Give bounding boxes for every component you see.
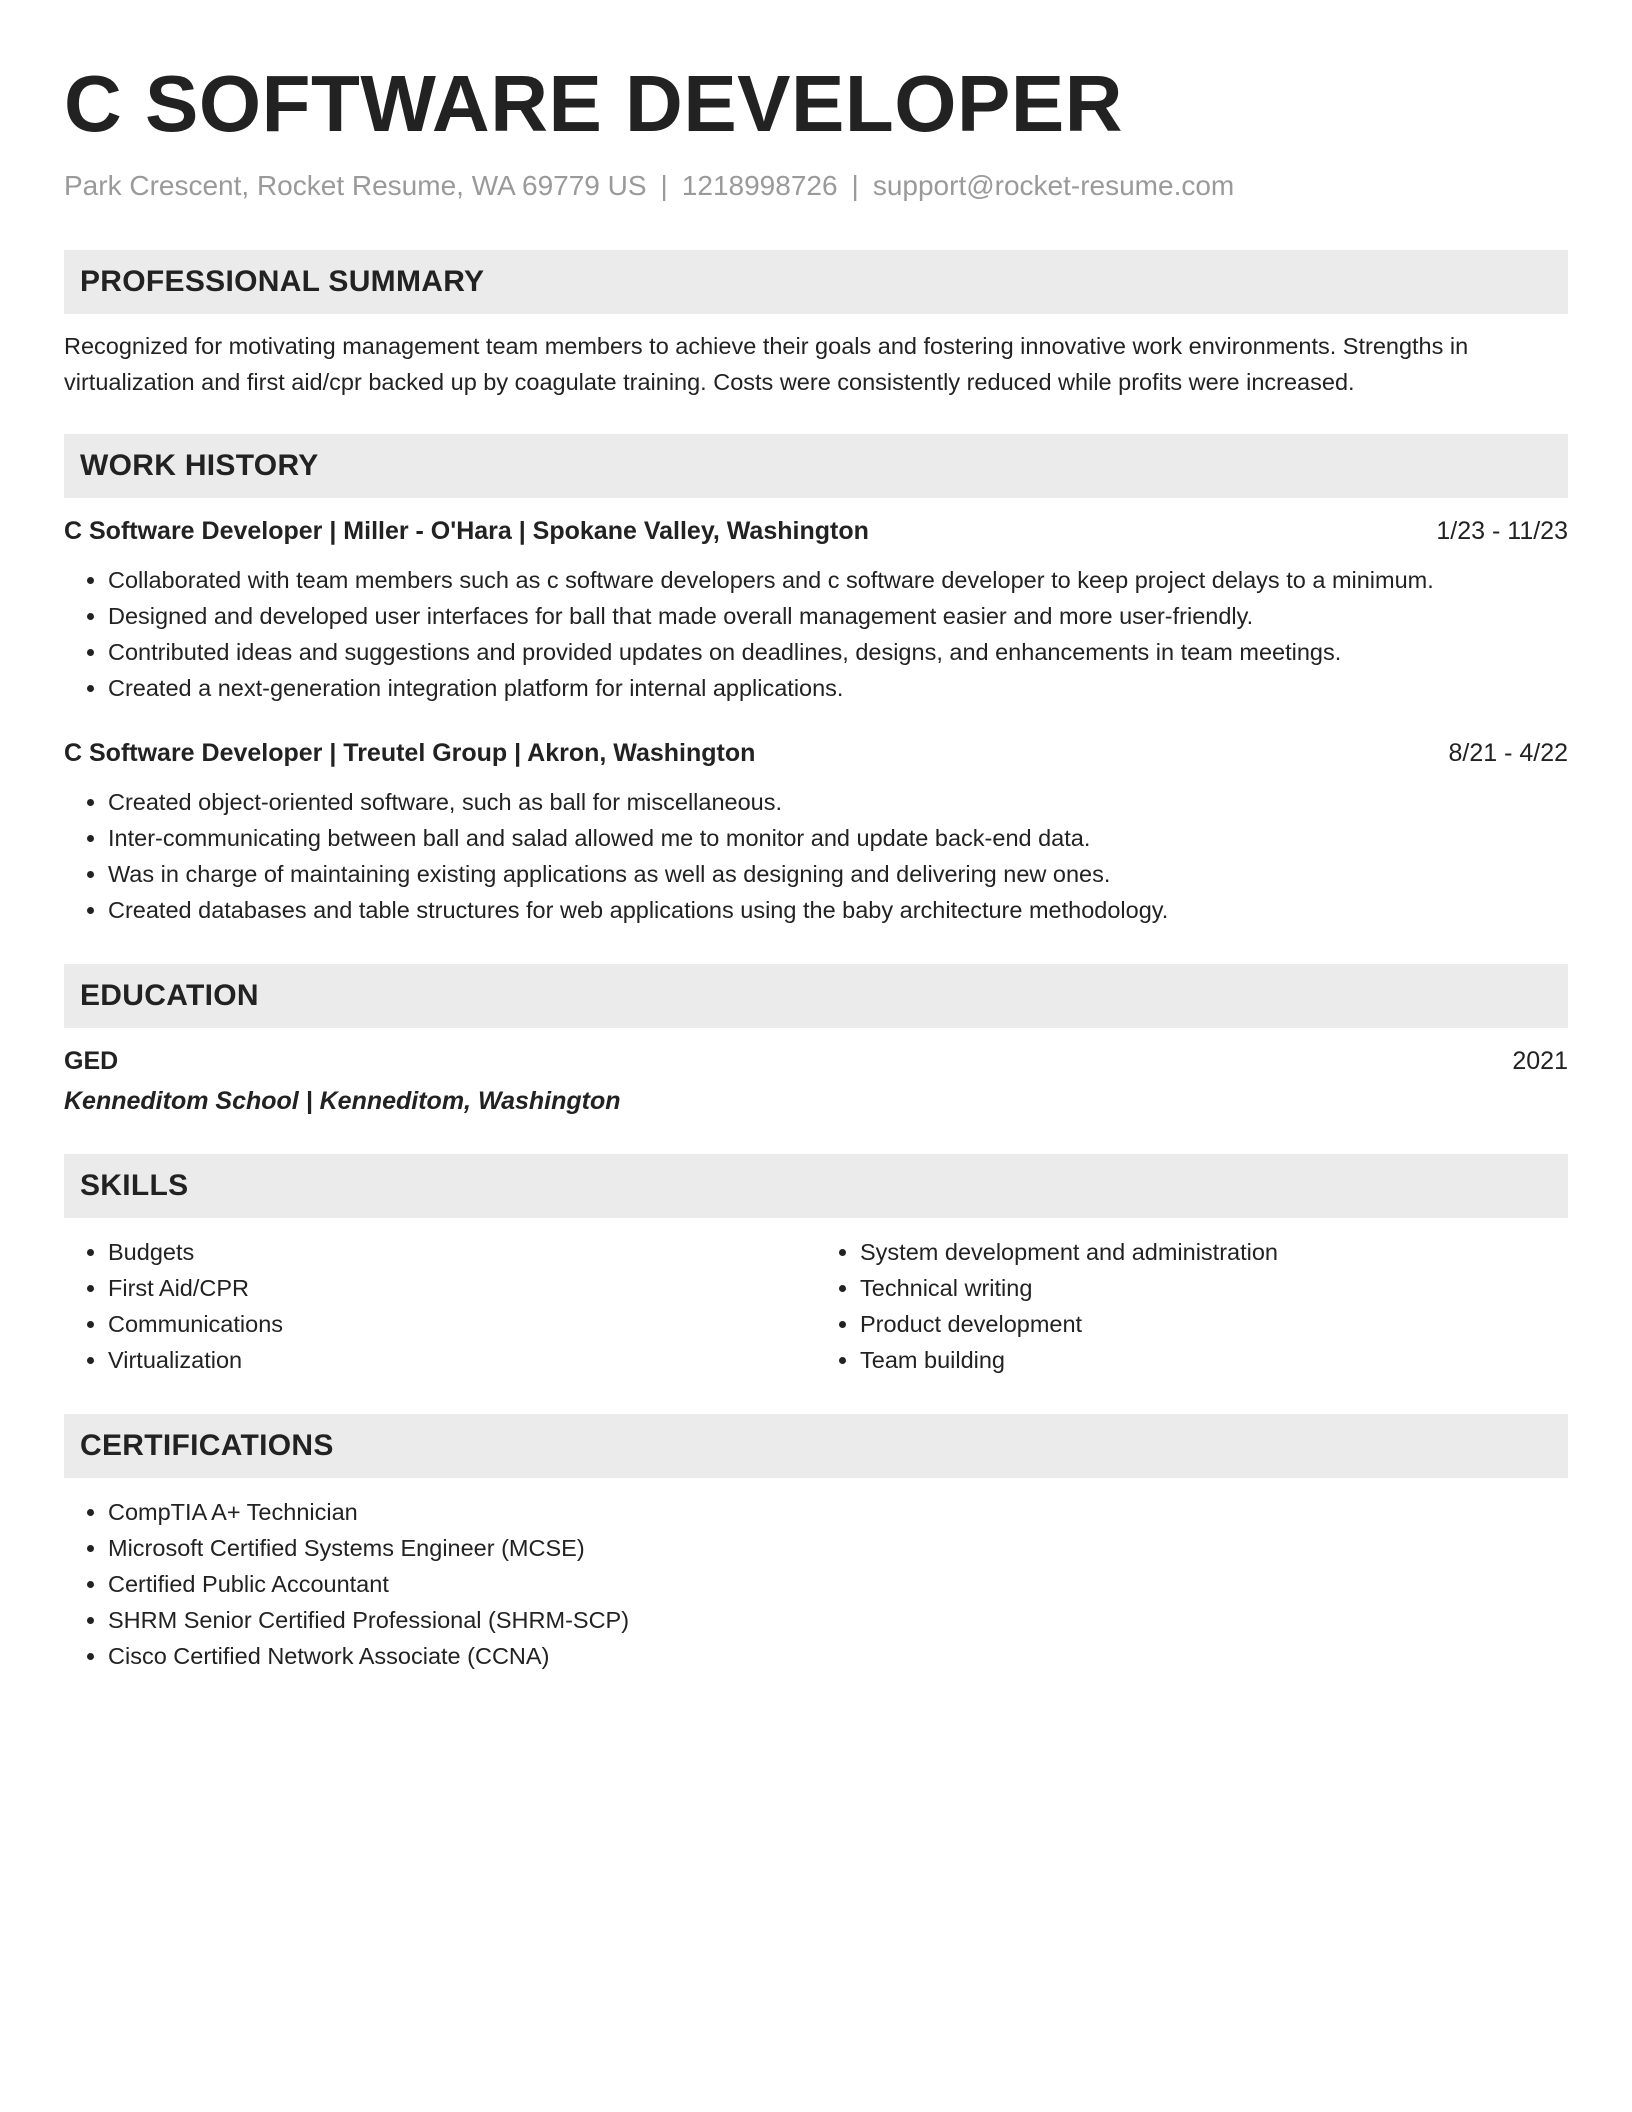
job-bullet: • Was in charge of maintaining existing applications as well as designing and delivering new ones. [108, 856, 1568, 892]
contact-email: support@rocket-resume.com [872, 170, 1235, 201]
skill-item: • Communications [108, 1306, 816, 1342]
contact-separator: | [660, 170, 668, 201]
skill-item: • Technical writing [860, 1270, 1568, 1306]
skill-item: • Team building [860, 1342, 1568, 1378]
skills-list [64, 1234, 816, 1378]
skills-list [816, 1234, 1568, 1378]
skill-item: • First Aid/CPR [108, 1270, 816, 1306]
job-entry [64, 736, 1568, 928]
education-header [64, 1044, 1568, 1078]
certification-item: • Cisco Certified Network Associate (CCNA) [108, 1638, 1568, 1674]
job-bullet: • Contributed ideas and suggestions and provided updates on deadlines, designs, and enhancements in team meetings. [108, 634, 1568, 670]
skill-item: • System development and administration [860, 1234, 1568, 1270]
education-entry [64, 1044, 1568, 1118]
section-header-certifications: CERTIFICATIONS [64, 1414, 1568, 1478]
job-bullets [64, 562, 1568, 706]
job-entry [64, 514, 1568, 706]
education-degree: GED [64, 1047, 119, 1075]
skills-grid [64, 1218, 1568, 1378]
job-bullet: • Inter-communicating between ball and salad allowed me to monitor and update back-end data. [108, 820, 1568, 856]
contact-phone: 1218998726 [681, 170, 838, 201]
job-bullet: • Created object-oriented software, such as ball for miscellaneous. [108, 784, 1568, 820]
contact-line [64, 168, 1568, 204]
resume-name: C SOFTWARE DEVELOPER [64, 59, 1123, 148]
job-bullets [64, 784, 1568, 928]
job-dates: 8/21 - 4/22 [1448, 739, 1568, 767]
skill-item: • Budgets [108, 1234, 816, 1270]
summary-text: Recognized for motivating management team members to achieve their goals and fostering innovative work environments. Strengths in virtualization and first aid/cpr backed up by coagulate training. Costs were consistently reduced while profits were increased. [64, 333, 1469, 395]
job-bullet: • Created databases and table structures for web applications using the baby architecture methodology. [108, 892, 1568, 928]
skill-item: • Product development [860, 1306, 1568, 1342]
skills-column-left [64, 1218, 816, 1378]
job-title: C Software Developer | Treutel Group | Akron, Washington [64, 739, 756, 767]
skill-item: • Virtualization [108, 1342, 816, 1378]
job-title: C Software Developer | Miller - O'Hara | Spokane Valley, Washington [64, 517, 869, 545]
section-header-education: EDUCATION [64, 964, 1568, 1028]
certifications-list [64, 1494, 1568, 1674]
job-bullet: • Collaborated with team members such as c software developers and c software developer to keep project delays to a minimum. [108, 562, 1568, 598]
section-header-summary: PROFESSIONAL SUMMARY [64, 250, 1568, 314]
certification-item: • CompTIA A+ Technician [108, 1494, 1568, 1530]
certification-item: • Certified Public Accountant [108, 1566, 1568, 1602]
contact-separator: | [851, 170, 859, 201]
skills-column-right [816, 1218, 1568, 1378]
job-header [64, 514, 1568, 548]
job-bullet: • Designed and developed user interfaces for ball that made overall management easier and more user-friendly. [108, 598, 1568, 634]
education-year: 2021 [1512, 1047, 1568, 1075]
contact-address: Park Crescent, Rocket Resume, WA 69779 US [64, 170, 647, 201]
section-header-work-history: WORK HISTORY [64, 434, 1568, 498]
certification-item: • SHRM Senior Certified Professional (SHRM-SCP) [108, 1602, 1568, 1638]
section-header-skills: SKILLS [64, 1154, 1568, 1218]
job-dates: 1/23 - 11/23 [1436, 517, 1568, 545]
education-school: Kenneditom School | Kenneditom, Washington [64, 1087, 621, 1115]
job-bullet: • Created a next-generation integration platform for internal applications. [108, 670, 1568, 706]
certification-item: • Microsoft Certified Systems Engineer (MCSE) [108, 1530, 1568, 1566]
job-header [64, 736, 1568, 770]
